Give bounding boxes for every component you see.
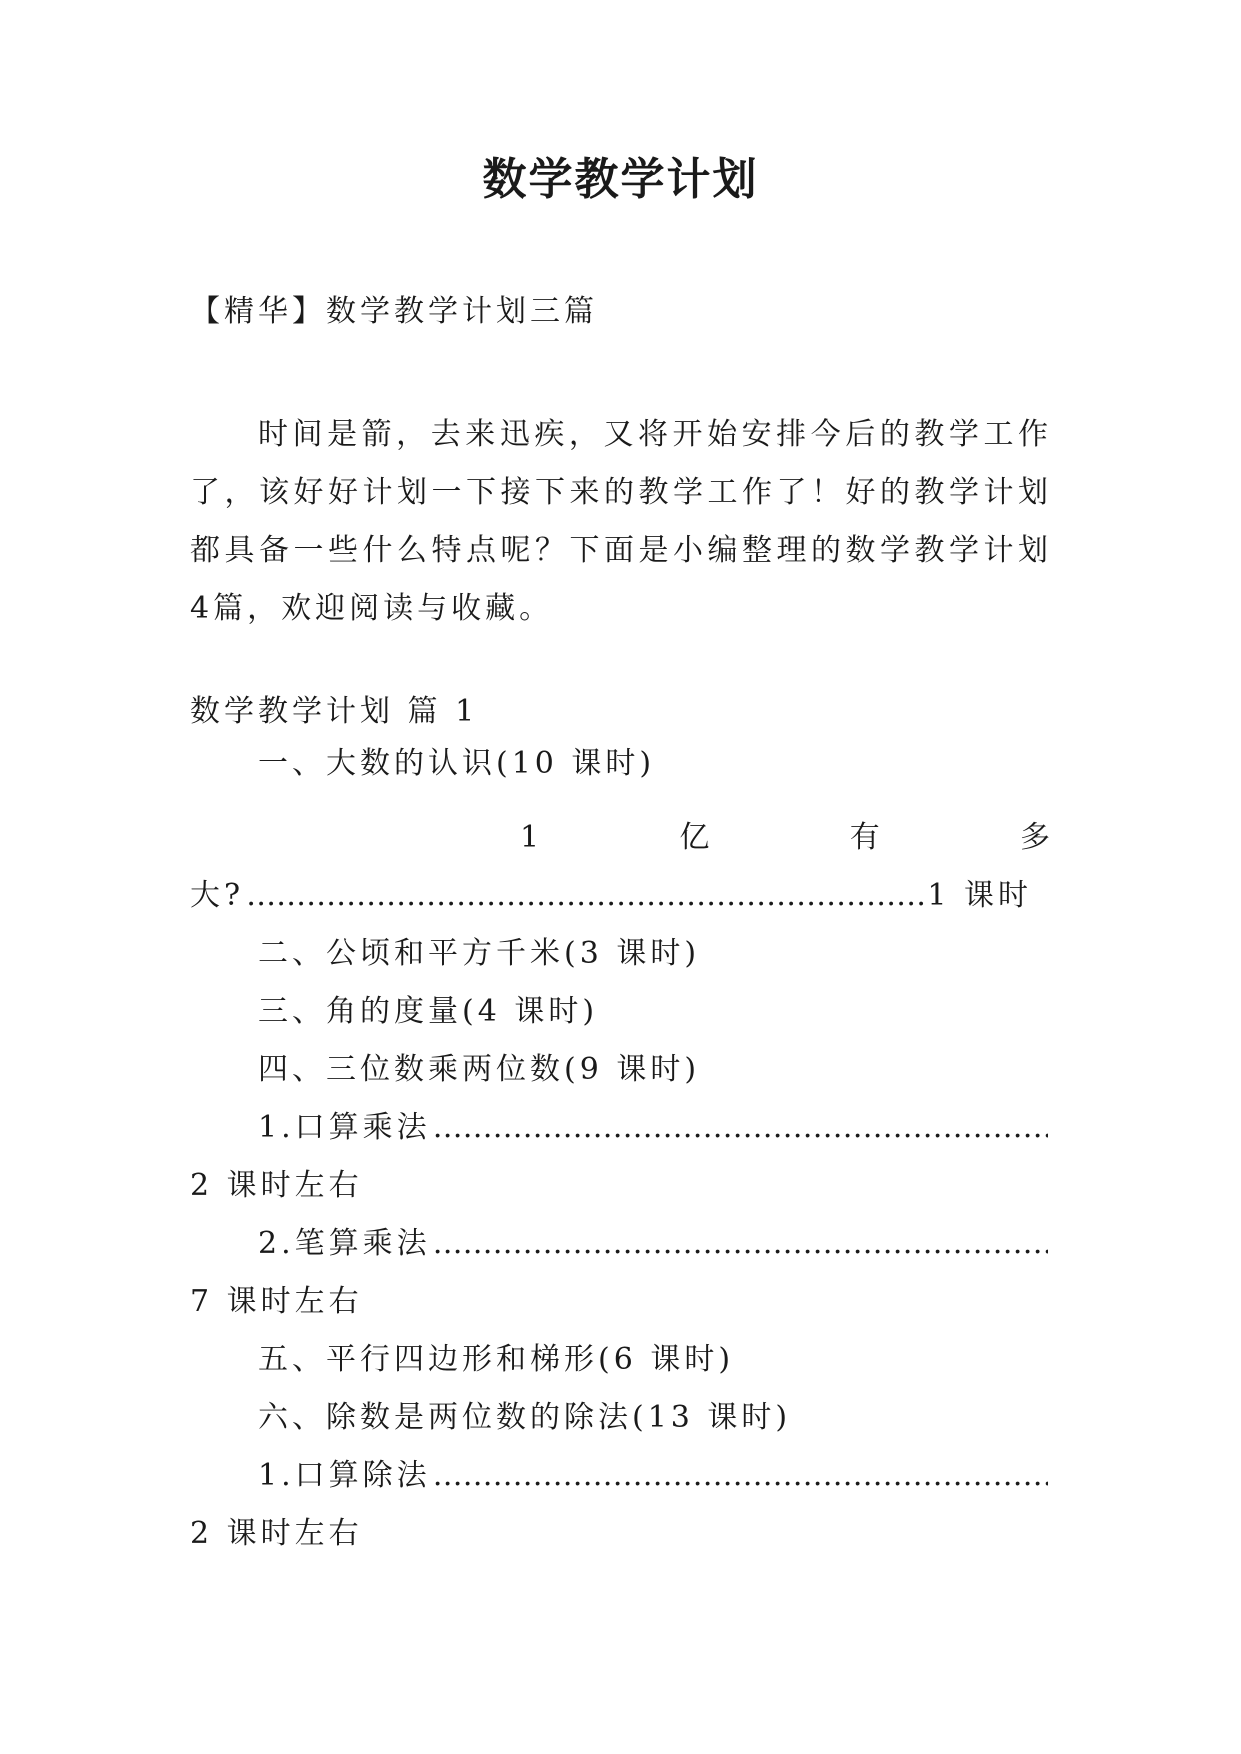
- unit-1-sub-word: 1: [520, 820, 540, 855]
- unit-6-sub-1: [258, 1456, 1050, 1496]
- unit-2-heading: 二、公顷和平方千米(3 课时): [258, 936, 701, 971]
- unit-4-sub-2-label: 2.笔算乘法: [258, 1226, 431, 1261]
- unit-1-sub-hours: 1 课时: [927, 878, 1032, 913]
- document-title: 数学教学计划: [482, 154, 759, 205]
- unit-4-sub-1: [258, 1108, 1050, 1148]
- unit-1-sub-line: [190, 818, 1050, 858]
- unit-4-sub-2: [258, 1224, 1050, 1264]
- unit-1-heading: 一、大数的认识(10 课时): [258, 746, 656, 781]
- section-heading: 数学教学计划 篇 1: [190, 694, 479, 729]
- dot-leader: [433, 1108, 1048, 1148]
- unit-5-heading: 五、平行四边形和梯形(6 课时): [258, 1342, 735, 1377]
- intro-paragraph: 时间是箭，去来迅疾，又将开始安排今后的教学工作了，该好好计划一下接下来的教学工作了！好的教学计划都具备一些什么特点呢？下面是小编整理的数学教学计划4篇，欢迎阅读与收藏。: [190, 417, 1052, 626]
- unit-6-sub-1-hours: 2 课时左右: [190, 1516, 363, 1551]
- unit-6-sub-1-label: 1.口算除法: [258, 1458, 431, 1493]
- unit-6-heading: 六、除数是两位数的除法(13 课时): [258, 1400, 792, 1435]
- unit-4-sub-1-hours: 2 课时左右: [190, 1168, 363, 1203]
- unit-1-sub-word: 有: [849, 820, 880, 855]
- dot-leader: [246, 876, 925, 916]
- document-subtitle: 【精华】数学教学计划三篇: [190, 294, 598, 329]
- unit-1-sub-word: 亿: [679, 820, 710, 855]
- dot-leader: [433, 1456, 1048, 1496]
- unit-3-heading: 三、角的度量(4 课时): [258, 994, 599, 1029]
- unit-1-sub-word: 多: [1019, 820, 1050, 855]
- unit-1-sub-tail: 大?: [190, 878, 245, 913]
- unit-4-heading: 四、三位数乘两位数(9 课时): [258, 1052, 701, 1087]
- unit-4-sub-1-label: 1.口算乘法: [258, 1110, 431, 1145]
- dot-leader: [433, 1224, 1048, 1264]
- unit-4-sub-2-hours: 7 课时左右: [190, 1284, 363, 1319]
- unit-1-sub-line-2: [190, 876, 1032, 916]
